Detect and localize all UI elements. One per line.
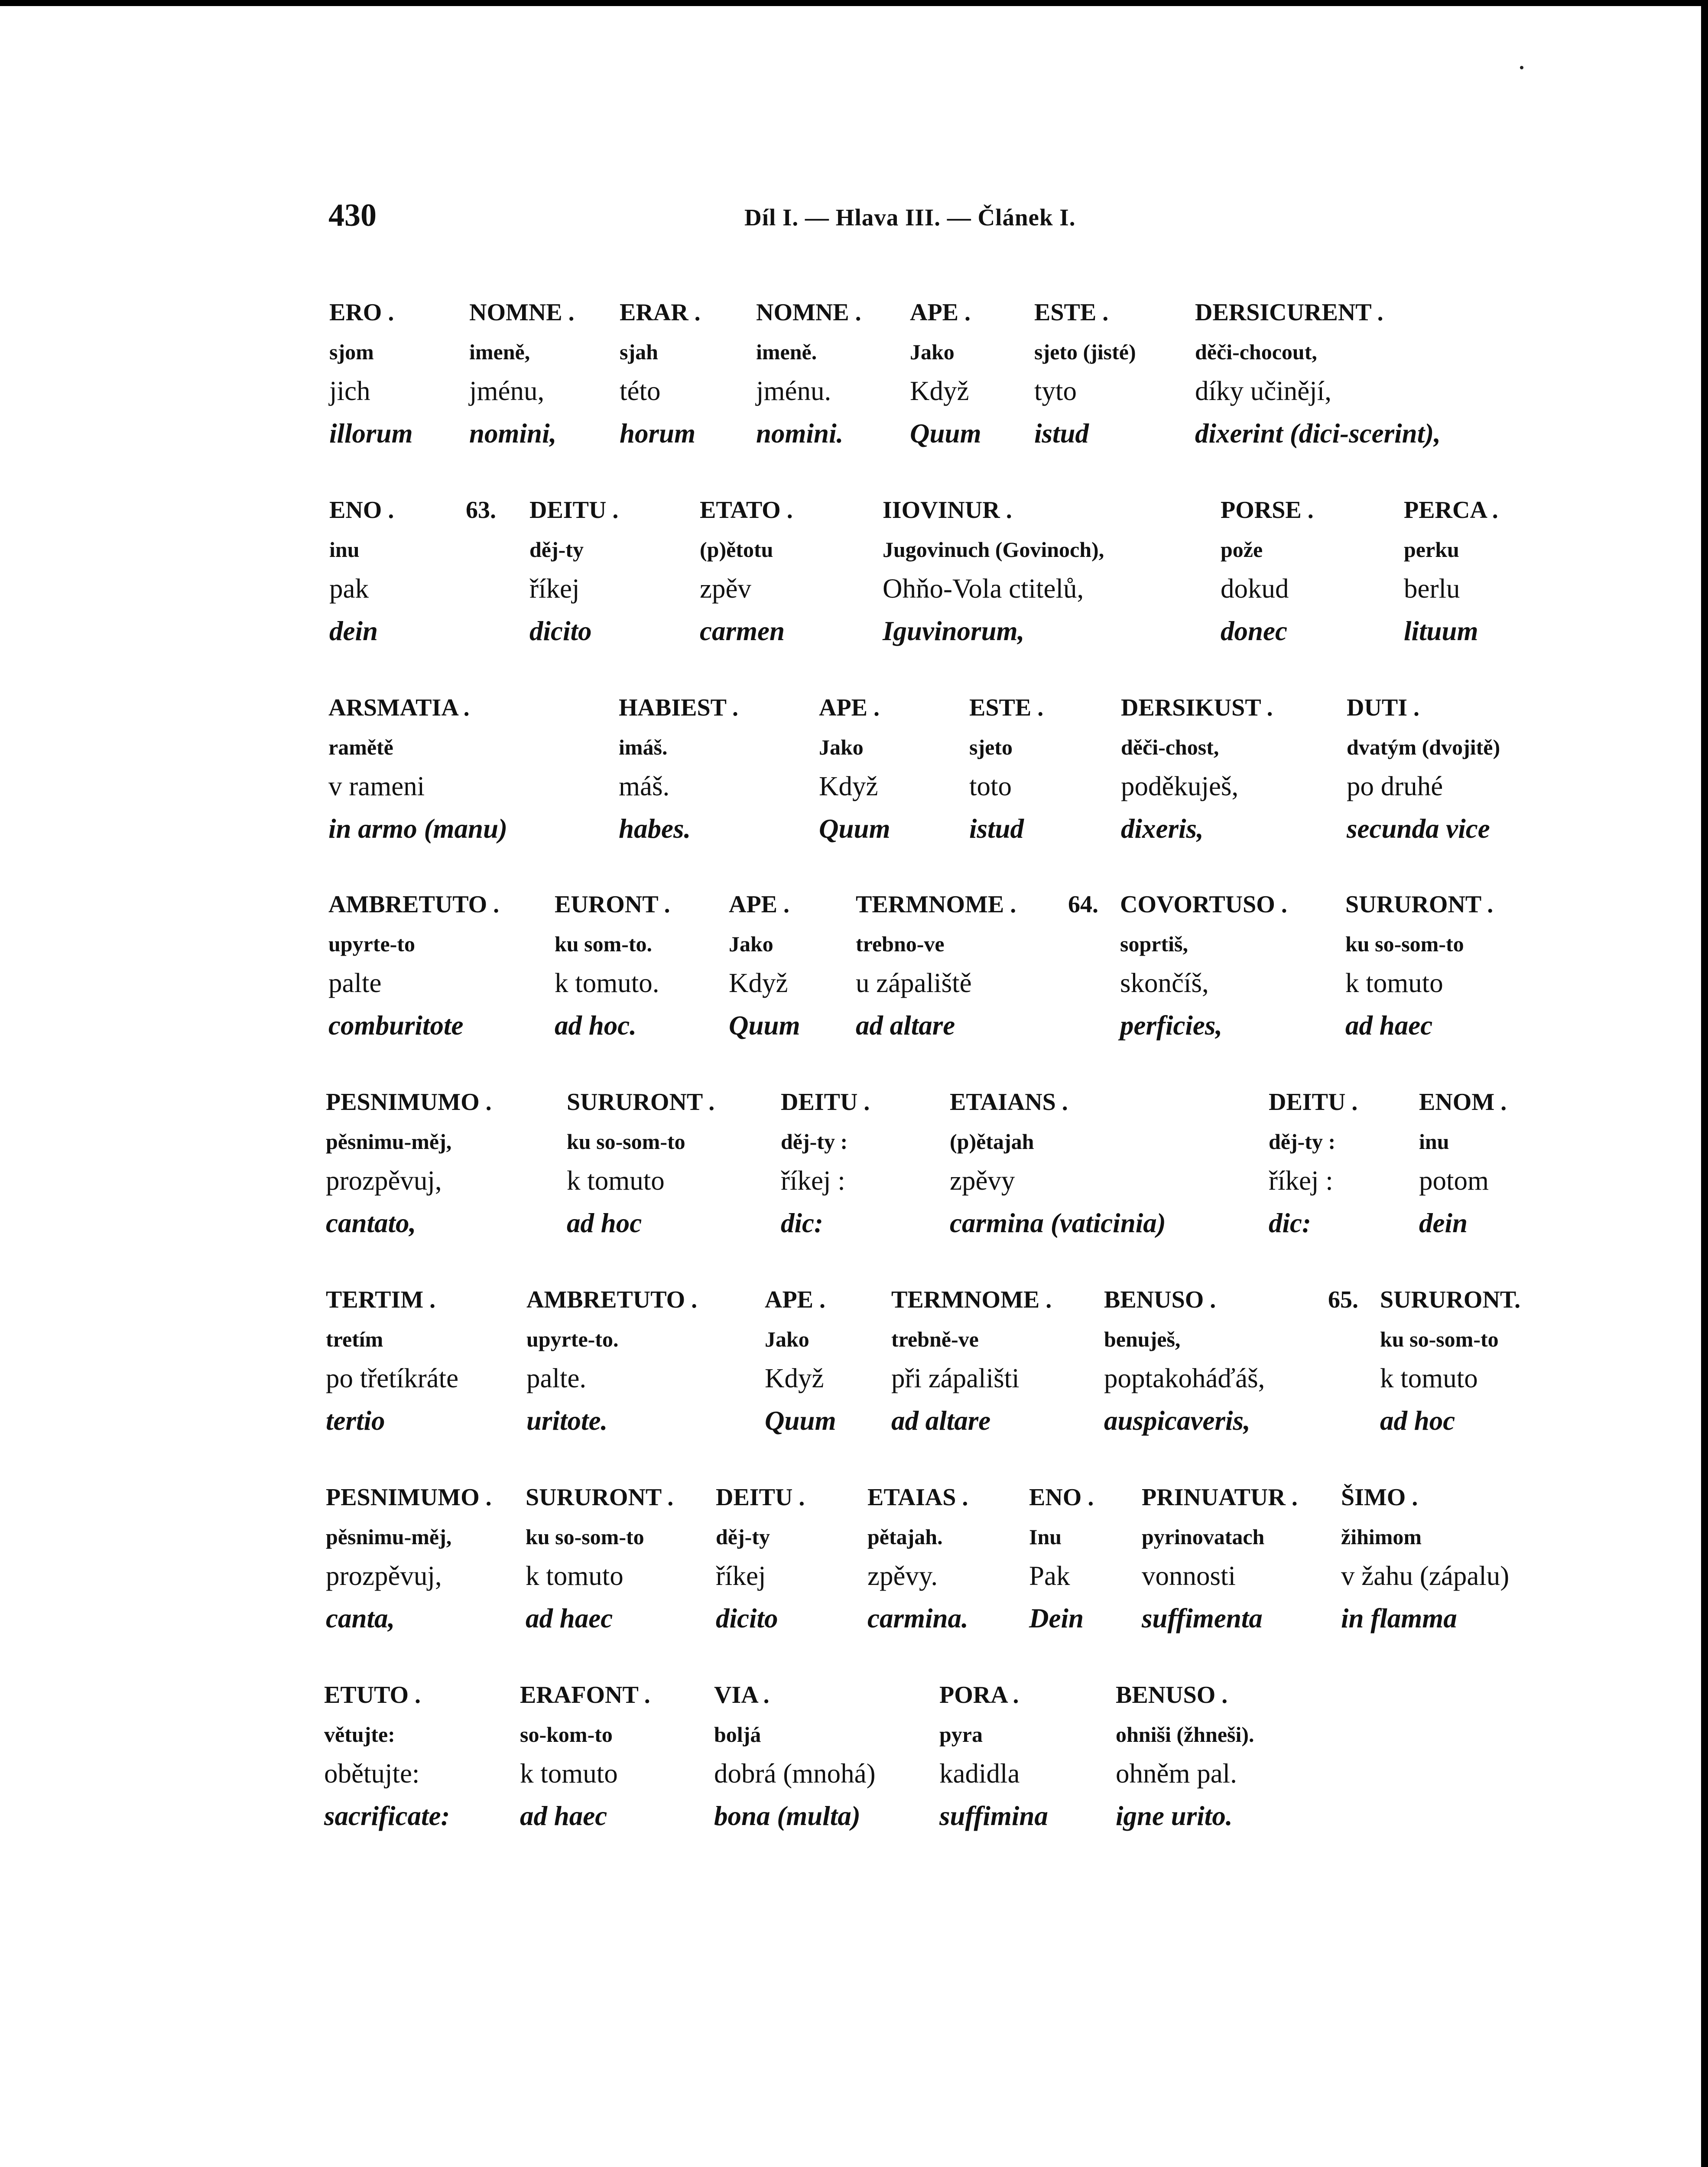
czech-gloss: jménu. — [756, 376, 831, 406]
czech-gloss: díky učinějí, — [1195, 376, 1331, 406]
umbrian-word: AMBRETUTO . — [526, 1286, 698, 1313]
czech-gloss: Když — [765, 1363, 824, 1393]
section-number: 65. — [1328, 1286, 1358, 1313]
slavic-gloss: tretím — [326, 1327, 383, 1351]
latin-gloss: ad hoc. — [555, 1010, 636, 1041]
umbrian-word: ETUTO . — [324, 1682, 421, 1708]
gloss-column — [1104, 1285, 1265, 1443]
gloss-column — [716, 1482, 805, 1641]
latin-gloss: illorum — [329, 418, 413, 449]
umbrian-word: ERAR . — [620, 299, 701, 326]
latin-gloss: suffimenta — [1142, 1603, 1263, 1633]
slavic-gloss: děj-ty : — [781, 1129, 848, 1154]
slavic-gloss: imáš. — [619, 735, 668, 759]
umbrian-word: DERSICURENT . — [1195, 299, 1383, 326]
czech-gloss: zpěvy. — [867, 1561, 938, 1591]
czech-gloss: prozpěvuj, — [326, 1561, 442, 1591]
gloss-column — [883, 495, 1104, 654]
czech-gloss: říkej : — [781, 1165, 845, 1196]
gloss-column — [969, 693, 1043, 851]
gloss-column — [891, 1285, 1052, 1443]
umbrian-word: TERMNOME . — [891, 1286, 1052, 1313]
latin-gloss: canta, — [326, 1603, 395, 1633]
czech-gloss: jménu, — [469, 376, 545, 406]
slavic-gloss: ohniši (žhneši). — [1116, 1722, 1254, 1747]
czech-gloss: říkej — [529, 573, 580, 604]
slavic-gloss: děj-ty — [529, 537, 584, 562]
umbrian-word: PESNIMUMO . — [326, 1484, 492, 1511]
umbrian-word: APE . — [765, 1286, 825, 1313]
umbrian-word: DUTI . — [1347, 694, 1420, 721]
umbrian-word: TERMNOME . — [856, 891, 1016, 918]
latin-gloss: tertio — [326, 1406, 385, 1436]
slavic-gloss: ku som-to. — [555, 932, 653, 956]
umbrian-word: ŠIMO . — [1341, 1484, 1418, 1511]
latin-gloss: nomini. — [756, 418, 844, 449]
umbrian-word: BENUSO . — [1104, 1286, 1216, 1313]
umbrian-word: COVORTUSO . — [1120, 891, 1287, 918]
gloss-column — [526, 1285, 697, 1443]
gloss-column — [329, 297, 413, 456]
latin-gloss: in armo (manu) — [328, 813, 508, 844]
czech-gloss: pak — [329, 573, 369, 604]
latin-gloss: istud — [969, 813, 1024, 844]
slavic-gloss: trebně-ve — [891, 1327, 979, 1351]
latin-gloss: carmina. — [867, 1603, 968, 1633]
gloss-column — [567, 1087, 714, 1246]
gloss-column — [856, 889, 1016, 1048]
latin-gloss: horum — [620, 418, 696, 449]
gloss-column — [1142, 1482, 1298, 1641]
gloss-column — [910, 297, 981, 456]
latin-gloss: Dein — [1029, 1603, 1084, 1633]
latin-gloss: Quum — [729, 1010, 800, 1041]
czech-gloss: Když — [910, 376, 969, 406]
gloss-column — [1404, 495, 1498, 654]
gloss-column — [1269, 1087, 1357, 1246]
umbrian-word: IIOVINUR . — [883, 497, 1012, 524]
gloss-column — [867, 1482, 968, 1641]
umbrian-word: VIA . — [714, 1682, 770, 1708]
czech-gloss: kadidla — [939, 1758, 1020, 1789]
umbrian-word: NOMNE . — [469, 299, 575, 326]
umbrian-word: ENO . — [1029, 1484, 1094, 1511]
latin-gloss: comburitote — [328, 1010, 464, 1041]
scan-speck — [1520, 66, 1523, 69]
umbrian-word: ESTE . — [1034, 299, 1109, 326]
umbrian-word: SURURONT . — [526, 1484, 674, 1511]
slavic-gloss: (p)ětajah — [950, 1129, 1034, 1154]
gloss-column — [328, 889, 499, 1048]
umbrian-word: HABIEST . — [619, 694, 738, 721]
slavic-gloss: pětajah. — [867, 1525, 943, 1549]
slavic-gloss: sjah — [620, 340, 658, 364]
gloss-column — [950, 1087, 1166, 1246]
slavic-gloss: inu — [329, 537, 360, 562]
umbrian-word: PESNIMUMO . — [326, 1089, 492, 1116]
umbrian-word: ESTE . — [969, 694, 1044, 721]
slavic-gloss: benuješ, — [1104, 1327, 1181, 1351]
czech-gloss: potom — [1419, 1165, 1489, 1196]
czech-gloss: Když — [729, 968, 788, 998]
czech-gloss: jich — [329, 376, 370, 406]
latin-gloss: Quum — [910, 418, 981, 449]
umbrian-word: APE . — [819, 694, 880, 721]
scan-border-right — [1701, 0, 1708, 2167]
slavic-gloss: pyra — [939, 1722, 983, 1747]
gloss-column — [620, 297, 701, 456]
latin-gloss: lituum — [1404, 616, 1478, 646]
czech-gloss: po druhé — [1347, 771, 1443, 801]
slavic-gloss: Jugovinuch (Govinoch), — [883, 537, 1104, 562]
slavic-gloss: děči-chost, — [1121, 735, 1219, 759]
gloss-column — [326, 1285, 458, 1443]
slavic-gloss: děj-ty : — [1269, 1129, 1336, 1154]
gloss-column — [329, 495, 394, 654]
umbrian-word: APE . — [729, 891, 789, 918]
slavic-gloss: so-kom-to — [520, 1722, 613, 1747]
latin-gloss: suffimina — [939, 1801, 1048, 1831]
slavic-gloss: upyrte-to — [328, 932, 415, 956]
gloss-column — [1034, 297, 1136, 456]
slavic-gloss: (p)ětotu — [700, 537, 773, 562]
latin-gloss: Quum — [765, 1406, 836, 1436]
slavic-gloss: dvatým (dvojitě) — [1347, 735, 1500, 759]
latin-gloss: dic: — [1269, 1208, 1311, 1238]
slavic-gloss: upyrte-to. — [526, 1327, 619, 1351]
slavic-gloss: ku so-som-to — [1380, 1327, 1499, 1351]
slavic-gloss: sjeto (jisté) — [1034, 340, 1136, 364]
czech-gloss: palte — [328, 968, 382, 998]
latin-gloss: habes. — [619, 813, 691, 844]
umbrian-word: DEITU . — [716, 1484, 805, 1511]
gloss-column — [1120, 889, 1287, 1048]
czech-gloss: palte. — [526, 1363, 587, 1393]
gloss-column — [819, 693, 890, 851]
gloss-column — [781, 1087, 870, 1246]
slavic-gloss: imeně, — [469, 340, 530, 364]
slavic-gloss: pěsnimu-měj, — [326, 1129, 452, 1154]
slavic-gloss: děči-chocout, — [1195, 340, 1317, 364]
gloss-column — [469, 297, 575, 456]
latin-gloss: nomini, — [469, 418, 557, 449]
gloss-column — [326, 1482, 492, 1641]
latin-gloss: donec — [1221, 616, 1287, 646]
latin-gloss: cantato, — [326, 1208, 416, 1238]
slavic-gloss: Inu — [1029, 1525, 1062, 1549]
czech-gloss: v rameni — [328, 771, 425, 801]
umbrian-word: SURURONT . — [567, 1089, 715, 1116]
umbrian-word: ERO . — [329, 299, 394, 326]
umbrian-word: ERAFONT . — [520, 1682, 650, 1708]
umbrian-word: SURURONT. — [1380, 1286, 1521, 1313]
slavic-gloss: Jako — [910, 340, 955, 364]
slavic-gloss: perku — [1404, 537, 1459, 562]
latin-gloss: dicito — [716, 1603, 778, 1633]
czech-gloss: Pak — [1029, 1561, 1070, 1591]
czech-gloss: zpěv — [700, 573, 751, 604]
umbrian-word: ENOM . — [1419, 1089, 1507, 1116]
umbrian-word: ETAIAS . — [867, 1484, 968, 1511]
section-number: 63. — [466, 497, 496, 524]
czech-gloss: dokud — [1221, 573, 1289, 604]
umbrian-word: NOMNE . — [756, 299, 861, 326]
latin-gloss: dixeris, — [1121, 813, 1204, 844]
latin-gloss: in flamma — [1341, 1603, 1457, 1633]
slavic-gloss: pyrinovatach — [1142, 1525, 1265, 1549]
czech-gloss: při zápališti — [891, 1363, 1020, 1393]
latin-gloss: ad haec — [1345, 1010, 1433, 1041]
gloss-column — [328, 693, 507, 851]
slavic-gloss: ku so-som-to — [526, 1525, 644, 1549]
czech-gloss: toto — [969, 771, 1012, 801]
gloss-column — [939, 1680, 1048, 1838]
czech-gloss: k tomuto — [1345, 968, 1443, 998]
running-head: Díl I. — Hlava III. — Článek I. — [744, 204, 1076, 231]
czech-gloss: obětujte: — [324, 1758, 420, 1789]
gloss-column — [1419, 1087, 1507, 1246]
latin-gloss: perficies, — [1120, 1010, 1223, 1041]
slavic-gloss: pože — [1221, 537, 1263, 562]
gloss-column — [1029, 1482, 1094, 1641]
slavic-gloss: ku so-som-to — [1345, 932, 1464, 956]
slavic-gloss: boljá — [714, 1722, 761, 1747]
slavic-gloss: Jako — [819, 735, 864, 759]
gloss-column — [1380, 1285, 1520, 1443]
umbrian-word: ARSMATIA . — [328, 694, 470, 721]
gloss-column — [700, 495, 793, 654]
slavic-gloss: děj-ty — [716, 1525, 770, 1549]
czech-gloss: k tomuto — [567, 1165, 665, 1196]
latin-gloss: ad hoc — [1380, 1406, 1455, 1436]
gloss-column — [529, 495, 618, 654]
latin-gloss: uritote. — [526, 1406, 608, 1436]
gloss-column — [526, 1482, 673, 1641]
slavic-gloss: sjom — [329, 340, 374, 364]
slavic-gloss: sjeto — [969, 735, 1013, 759]
czech-gloss: ohněm pal. — [1116, 1758, 1237, 1789]
latin-gloss: ad hoc — [567, 1208, 642, 1238]
latin-gloss: sacrificate: — [324, 1801, 450, 1831]
slavic-gloss: trebno-ve — [856, 932, 945, 956]
czech-gloss: této — [620, 376, 661, 406]
latin-gloss: dein — [329, 616, 378, 646]
czech-gloss: k tomuto — [1380, 1363, 1478, 1393]
page-number: 430 — [328, 198, 377, 233]
umbrian-word: TERTIM . — [326, 1286, 436, 1313]
umbrian-word: EURONT . — [555, 891, 670, 918]
gloss-column — [1195, 297, 1441, 456]
umbrian-word: DERSIKUST . — [1121, 694, 1273, 721]
gloss-column — [1345, 889, 1493, 1048]
umbrian-word: PRINUATUR . — [1142, 1484, 1298, 1511]
umbrian-word: PERCA . — [1404, 497, 1498, 524]
czech-gloss: máš. — [619, 771, 670, 801]
latin-gloss: dicito — [529, 616, 592, 646]
latin-gloss: dic: — [781, 1208, 823, 1238]
latin-gloss: dein — [1419, 1208, 1468, 1238]
latin-gloss: dixerint (dici-scerint), — [1195, 418, 1441, 449]
czech-gloss: k tomuto — [520, 1758, 618, 1789]
latin-gloss: carmen — [700, 616, 785, 646]
gloss-column — [619, 693, 738, 851]
czech-gloss: tyto — [1034, 376, 1077, 406]
latin-gloss: ad altare — [891, 1406, 991, 1436]
umbrian-word: ETATO . — [700, 497, 793, 524]
czech-gloss: prozpěvuj, — [326, 1165, 442, 1196]
gloss-column — [1221, 495, 1314, 654]
latin-gloss: auspicaveris, — [1104, 1406, 1250, 1436]
gloss-column — [326, 1087, 492, 1246]
slavic-gloss: inu — [1419, 1129, 1449, 1154]
latin-gloss: ad altare — [856, 1010, 955, 1041]
czech-gloss: zpěvy — [950, 1165, 1015, 1196]
latin-gloss: Iguvinorum, — [883, 616, 1025, 646]
czech-gloss: k tomuto. — [555, 968, 659, 998]
latin-gloss: Quum — [819, 813, 890, 844]
czech-gloss: berlu — [1404, 573, 1460, 604]
umbrian-word: APE . — [910, 299, 971, 326]
gloss-column — [1341, 1482, 1509, 1641]
gloss-column — [555, 889, 670, 1048]
section-number: 64. — [1068, 891, 1098, 918]
czech-gloss: skončíš, — [1120, 968, 1209, 998]
gloss-column — [765, 1285, 836, 1443]
umbrian-word: DEITU . — [781, 1089, 870, 1116]
slavic-gloss: imeně. — [756, 340, 817, 364]
slavic-gloss: ku so-som-to — [567, 1129, 685, 1154]
gloss-column — [324, 1680, 450, 1838]
umbrian-word: DEITU . — [529, 497, 619, 524]
slavic-gloss: žihimom — [1341, 1525, 1422, 1549]
slavic-gloss: soprtiš, — [1120, 932, 1188, 956]
gloss-column — [520, 1680, 650, 1838]
gloss-column — [1347, 693, 1500, 851]
gloss-column — [756, 297, 861, 456]
umbrian-word: BENUSO . — [1116, 1682, 1228, 1708]
umbrian-word: SURURONT . — [1345, 891, 1494, 918]
czech-gloss: Ohňo-Vola ctitelů, — [883, 573, 1084, 604]
czech-gloss: dobrá (mnohá) — [714, 1758, 876, 1789]
czech-gloss: v žahu (zápalu) — [1341, 1561, 1510, 1591]
latin-gloss: secunda vice — [1347, 813, 1490, 844]
umbrian-word: DEITU . — [1269, 1089, 1358, 1116]
umbrian-word: ENO . — [329, 497, 394, 524]
latin-gloss: istud — [1034, 418, 1089, 449]
czech-gloss: vonnosti — [1142, 1561, 1236, 1591]
umbrian-word: PORSE . — [1221, 497, 1314, 524]
slavic-gloss: pěsnimu-měj, — [326, 1525, 452, 1549]
scan-border-top — [0, 0, 1708, 6]
umbrian-word: AMBRETUTO . — [328, 891, 500, 918]
gloss-column — [729, 889, 800, 1048]
slavic-gloss: Jako — [729, 932, 773, 956]
czech-gloss: k tomuto — [526, 1561, 623, 1591]
czech-gloss: poptakoháďáš, — [1104, 1363, 1265, 1393]
latin-gloss: ad haec — [526, 1603, 613, 1633]
latin-gloss: igne urito. — [1116, 1801, 1233, 1831]
czech-gloss: u zápaliště — [856, 968, 972, 998]
slavic-gloss: Jako — [765, 1327, 809, 1351]
gloss-column — [1116, 1680, 1254, 1838]
slavic-gloss: větujte: — [324, 1722, 395, 1747]
czech-gloss: po třetíkráte — [326, 1363, 459, 1393]
latin-gloss: ad haec — [520, 1801, 607, 1831]
umbrian-word: ETAIANS . — [950, 1089, 1068, 1116]
gloss-column — [714, 1680, 876, 1838]
czech-gloss: Když — [819, 771, 878, 801]
czech-gloss: říkej — [716, 1561, 766, 1591]
czech-gloss: poděkuješ, — [1121, 771, 1239, 801]
gloss-column — [1121, 693, 1273, 851]
latin-gloss: carmina (vaticinia) — [950, 1208, 1166, 1238]
latin-gloss: bona (multa) — [714, 1801, 860, 1831]
slavic-gloss: ramětě — [328, 735, 393, 759]
umbrian-word: PORA . — [939, 1682, 1019, 1708]
czech-gloss: říkej : — [1269, 1165, 1333, 1196]
